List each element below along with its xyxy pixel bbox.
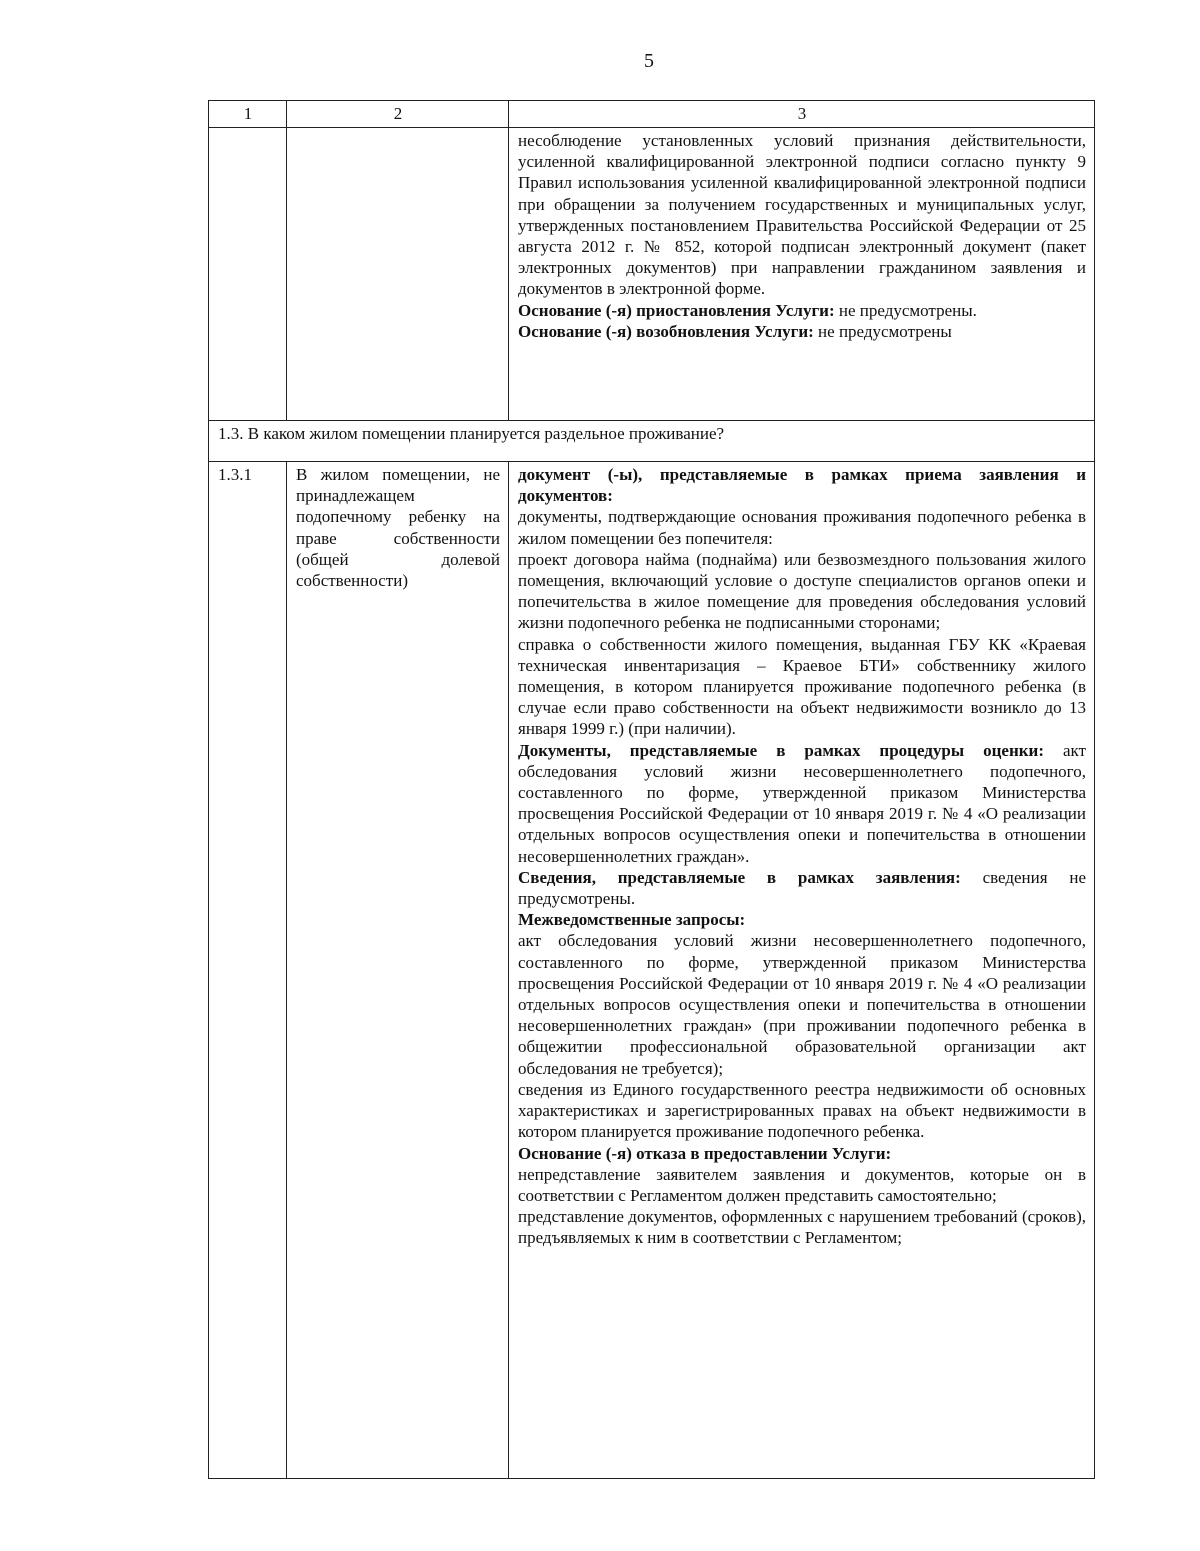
- page-number: 5: [644, 50, 654, 72]
- evaluation-label: Документы, представляемые в рамках процедуры оценки:: [518, 740, 1044, 760]
- continuation-text: несоблюдение установленных условий признания действительности, усиленной квалифицированной электронной подписи согласно пункту 9 Правил использования усиленной квалифицированной электронной подписи при обращении за получением государственных и муниципальных услуг, утвержденных постановлением Правительства Российской Федерации от 25 августа 2012 г. № 852, которой подписан электронный документ (пакет электронных документов) при направлении гражданином заявления и документов в электронной форме.: [518, 131, 1086, 299]
- refusal-item: представление документов, оформленных с нарушением требований (сроков), предъявляемых к ним в соответствии с Регламентом;: [518, 1207, 1086, 1248]
- application-doc-item: документы, подтверждающие основания проживания подопечного ребенка в жилом помещении без попечителя:: [518, 507, 1086, 548]
- info-paragraph: [518, 867, 1086, 909]
- application-docs-label: документ (-ы), представляемые в рамках приема заявления и документов:: [518, 465, 1086, 506]
- table-header-row: [209, 101, 1095, 128]
- application-doc-item: справка о собственности жилого помещения, выданная ГБУ КК «Краевая техническая инвентаризация – Краевое БТИ» собственнику жилого помещения, в котором планируется проживание подопечного ребенка (в случае если право собственности на объект недвижимости возникло до 13 января 1999 г.) (при наличии).: [518, 634, 1086, 739]
- suspension-value: не предусмотрены.: [834, 300, 977, 320]
- table-row: [209, 462, 1095, 1479]
- resumption-value: не предусмотрены: [813, 321, 952, 341]
- suspension-paragraph: [518, 300, 1086, 321]
- interagency-label: Межведомственные запросы:: [518, 910, 746, 930]
- continuation-cell-3: [509, 128, 1095, 421]
- resumption-label: Основание (-я) возобновления Услуги:: [518, 321, 814, 341]
- refusal-item: непредставление заявителем заявления и документов, которые он в соответствии с Регламентом должен представить самостоятельно;: [518, 1164, 1086, 1205]
- info-value: сведения не предусмотрены.: [518, 867, 1086, 909]
- row-number: 1.3.1: [209, 462, 287, 1479]
- document-table: [208, 100, 1095, 1479]
- section-row: [209, 421, 1095, 462]
- evaluation-text: акт обследования условий жизни несовершеннолетнего подопечного, составленного по форме, утвержденной приказом Министерства просвещения Российской Федерации от 10 января 2019 г. № 4 «О реализации отдельных вопросов осуществления опеки и попечительства в отношении несовершеннолетних граждан».: [518, 740, 1086, 866]
- application-doc-item: проект договора найма (поднайма) или безвозмездного пользования жилого помещения, включающий условие о доступе специалистов органов опеки и попечительства в жилое помещение для проведения обследования условий жизни подопечного ребенка не подписанными сторонами;: [518, 549, 1086, 633]
- interagency-item: сведения из Единого государственного реестра недвижимости об основных характеристиках и зарегистрированных правах на объект недвижимости в котором планируется проживание подопечного ребенка.: [518, 1079, 1086, 1142]
- section-heading: 1.3. В каком жилом помещении планируется раздельное проживание?: [209, 421, 1095, 462]
- refusal-label: Основание (-я) отказа в предоставлении Услуги:: [518, 1143, 892, 1163]
- evaluation-paragraph: [518, 740, 1086, 867]
- row-condition: В жилом помещении, не принадлежащем подопечному ребенку на праве собственности (общей долевой собственности): [287, 462, 509, 1479]
- continuation-cell-1: [209, 128, 287, 421]
- continuation-cell-2: [287, 128, 509, 421]
- info-label: Сведения, представляемые в рамках заявления:: [518, 867, 961, 887]
- row-details: [509, 462, 1095, 1479]
- resumption-paragraph: [518, 321, 1086, 342]
- suspension-label: Основание (-я) приостановления Услуги:: [518, 300, 835, 320]
- header-col-3: 3: [509, 101, 1095, 128]
- header-col-2: 2: [287, 101, 509, 128]
- continuation-row: [209, 128, 1095, 421]
- interagency-item: акт обследования условий жизни несовершеннолетнего подопечного, составленного по форме, утвержденной приказом Министерства просвещения Российской Федерации от 10 января 2019 г. № 4 «О реализации отдельных вопросов осуществления опеки и попечительства в отношении несовершеннолетних граждан» (при проживании подопечного ребенка в общежитии профессиональной образовательной организации акт обследования не требуется);: [518, 931, 1086, 1078]
- header-col-1: 1: [209, 101, 287, 128]
